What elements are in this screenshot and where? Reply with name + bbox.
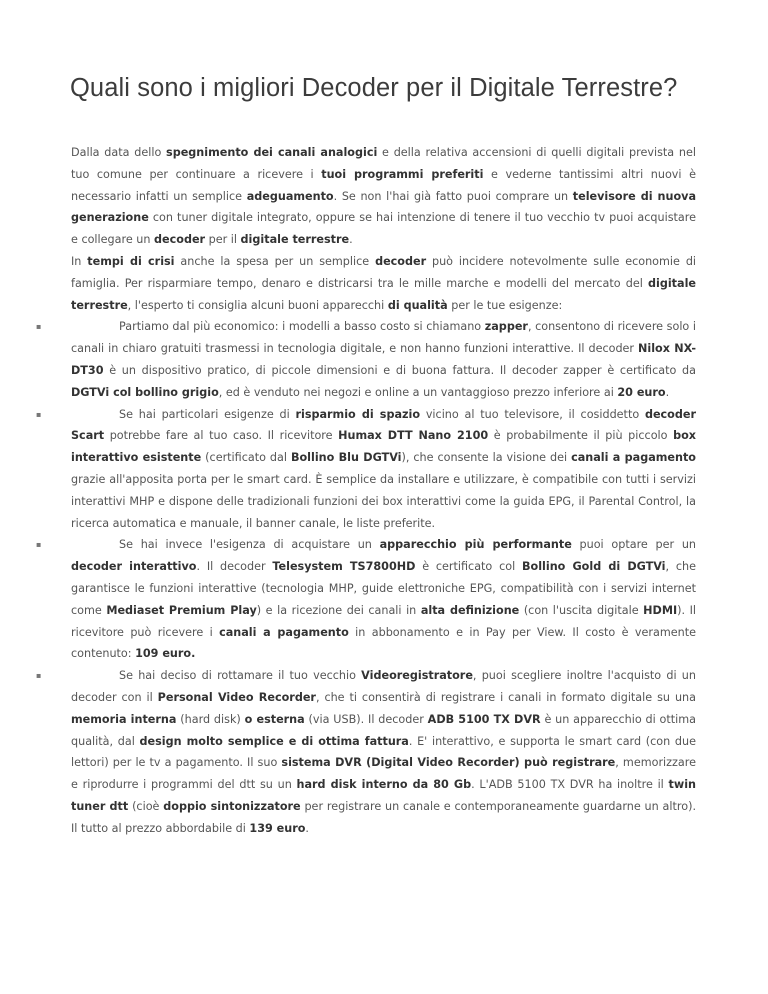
text: può incidere notevolmente sulle economie di famiglia. Per risparmiare tempo, denaro e districarsi tra le mille marche e modelli del mercato del	[71, 254, 697, 290]
bullet-icon: ▪	[36, 409, 42, 419]
bold-text: twin tuner dtt	[71, 778, 696, 813]
bold-text: adeguamento	[246, 189, 334, 203]
text: . Se non l'hai già fatto puoi comprare un	[333, 189, 573, 203]
text: Se hai particolari esigenze di	[119, 407, 296, 421]
bold-text: Humax DTT Nano 2100	[338, 429, 489, 443]
text: (certificato dal	[201, 451, 291, 465]
bold-text: doppio sintonizzatore	[163, 799, 301, 813]
list-item-interactive	[36, 534, 697, 665]
text: , che ti consentirà di registrare i canali in formato digitale su una	[315, 690, 696, 704]
text: , l'esperto ti consiglia alcuni buoni apparecchi	[127, 298, 388, 312]
bold-text: box interattivo esistente	[71, 429, 696, 465]
list-item-zapper	[36, 316, 696, 403]
text: , ed è venduto nei negozi e online a un vantaggioso prezzo inferiore ai	[218, 385, 618, 399]
bold-text: canali a pagamento	[571, 451, 696, 465]
bold-text: 139 euro	[249, 821, 306, 835]
text: è certificato col	[415, 560, 522, 574]
text: per le tue esigenze:	[447, 298, 563, 312]
text: ), che consente la visione dei	[401, 451, 572, 465]
list-item-pvr	[36, 665, 697, 839]
text: ) e la ricezione dei canali in	[256, 603, 421, 617]
bold-text: digitale terrestre	[71, 276, 696, 312]
bold-text: canali a pagamento	[219, 625, 349, 639]
text: potrebbe fare al tuo caso. Il ricevitore	[104, 429, 339, 443]
text: (con l'uscita digitale	[519, 603, 644, 617]
text: . L'ADB 5100 TX DVR ha inoltre il	[471, 778, 669, 792]
bold-text: alta definizione	[420, 603, 520, 617]
list-item-scart	[36, 404, 696, 535]
bold-text: o esterna	[244, 712, 305, 726]
bold-text: Videoregistratore	[361, 669, 473, 683]
text: è un dispositivo pratico, di piccole dimensioni e di buona fattura. Il decoder zapper è certificato da	[103, 363, 696, 377]
text: con tuner digitale integrato, oppure se hai intenzione di tenere il tuo vecchio tv puoi acquistare e collegare un	[71, 211, 696, 247]
bold-text: design molto semplice e di ottima fattura	[139, 734, 409, 748]
text: è un apparecchio di ottima qualità, dal	[71, 712, 697, 748]
bold-text: Telesystem TS7800HD	[272, 560, 416, 574]
text: .	[349, 233, 353, 247]
bold-text: hard disk interno da 80 Gb	[296, 778, 472, 792]
text: (cioè	[128, 799, 164, 813]
text: ). Il ricevitore può ricevere i	[71, 603, 697, 639]
bold-text: decoder interattivo	[71, 560, 197, 574]
text: puoi optare per un	[571, 538, 697, 552]
text: . Il decoder	[196, 560, 273, 574]
bold-text: Bollino Gold di DGTVi	[521, 560, 666, 574]
bold-text: 20 euro	[617, 385, 666, 399]
text: Se hai deciso di rottamare il tuo vecchio	[119, 669, 362, 683]
bold-text: decoder	[375, 254, 427, 268]
bold-text: televisore di nuova generazione	[71, 189, 696, 225]
text: , consentono di ricevere solo i canali in chiaro gratuiti trasmessi in tecnologia digitale, e non hanno funzioni interattive. Il decoder	[71, 320, 696, 356]
text: Dalla data dello	[71, 146, 167, 159]
text: , puoi scegliere inoltre l'acquisto di un decoder con il	[71, 669, 696, 704]
text: è probabilmente il più piccolo	[488, 429, 674, 443]
text: (hard disk)	[176, 712, 245, 726]
bold-text: Nilox NX-DT30	[71, 342, 696, 377]
bold-text: memoria interna	[71, 712, 177, 726]
text: .	[665, 385, 670, 399]
bold-text: HDMI	[643, 603, 678, 617]
bold-text: digitale terrestre	[240, 233, 350, 247]
bold-text: 109 euro.	[135, 647, 196, 661]
bold-text: DGTVi col bollino grigio	[71, 385, 219, 399]
bold-text: Mediaset Premium Play	[106, 603, 257, 617]
text: anche la spesa per un semplice	[174, 254, 376, 268]
text: Partiamo dal più economico: i modelli a basso costo si chiamano	[119, 320, 485, 334]
text: (via USB). Il decoder	[304, 712, 428, 726]
text: , memorizzare e riprodurre i programmi del dtt su un	[71, 756, 696, 792]
bold-text: decoder	[154, 233, 206, 247]
text: .	[305, 821, 309, 835]
text: per registrare un canale e contemporaneamente guardarne un altro). Il tutto al prezzo abbordabile di	[71, 799, 696, 835]
bold-text: spegnimento dei canali analogici	[166, 146, 378, 159]
text: . E' interattivo, e supporta le smart card (con due lettori) per le tv a pagamento. Il suo	[71, 734, 696, 770]
text: vicino al tuo televisore, il cosiddetto	[420, 407, 645, 421]
bold-text: apparecchio più performante	[379, 538, 572, 552]
text: grazie all'apposita porta per le smart card. È semplice da installare e utilizzare, è compatibile con tutti i servizi interattivi MHP e dispone delle tradizionali funzioni dei box interattivi come la guida EPG, il Parental Control, la ricerca automatica e manuale, il banner canale, le liste preferite.	[71, 472, 696, 530]
bold-text: risparmio di spazio	[295, 407, 421, 421]
text: e vederne tantissimi altri nuovi è necessario infatti un semplice	[71, 167, 696, 203]
text: per il	[205, 233, 241, 247]
bullet-icon: ▪	[36, 322, 42, 332]
bullet-icon: ▪	[36, 540, 42, 550]
bullet-icon: ▪	[36, 671, 42, 681]
text: , che garantisce le funzioni interattive (tecnologia MHP, guide elettroniche EPG, compatibilità con i servizi internet come	[71, 560, 697, 617]
text: Se hai invece l'esigenza di acquistare un	[119, 538, 380, 552]
text: e della relativa accensioni di quelli digitali prevista nel tuo comune per continuare a ricevere i	[71, 146, 696, 181]
text: in abbonamento e in Pay per View. Il costo è veramente contenuto:	[71, 625, 697, 661]
bold-text: zapper	[484, 320, 528, 334]
bold-text: tempi di crisi	[87, 254, 175, 268]
text: In	[71, 254, 88, 268]
article-body	[36, 142, 697, 840]
intro-paragraph	[71, 142, 696, 251]
page-title: Quali sono i migliori Decoder per il Digitale Terrestre?	[70, 74, 678, 102]
bold-text: sistema DVR (Digital Video Recorder) può registrare	[281, 756, 616, 770]
bold-text: tuoi programmi preferiti	[321, 167, 484, 181]
bold-text: di qualità	[387, 298, 448, 312]
bold-text: ADB 5100 TX DVR	[427, 712, 541, 726]
intro-paragraph-2	[71, 251, 696, 316]
bold-text: Bollino Blu DGTVi	[290, 451, 402, 465]
decoder-list	[36, 316, 697, 839]
bold-text: Personal Video Recorder	[157, 690, 316, 704]
bold-text: decoder Scart	[71, 407, 696, 443]
